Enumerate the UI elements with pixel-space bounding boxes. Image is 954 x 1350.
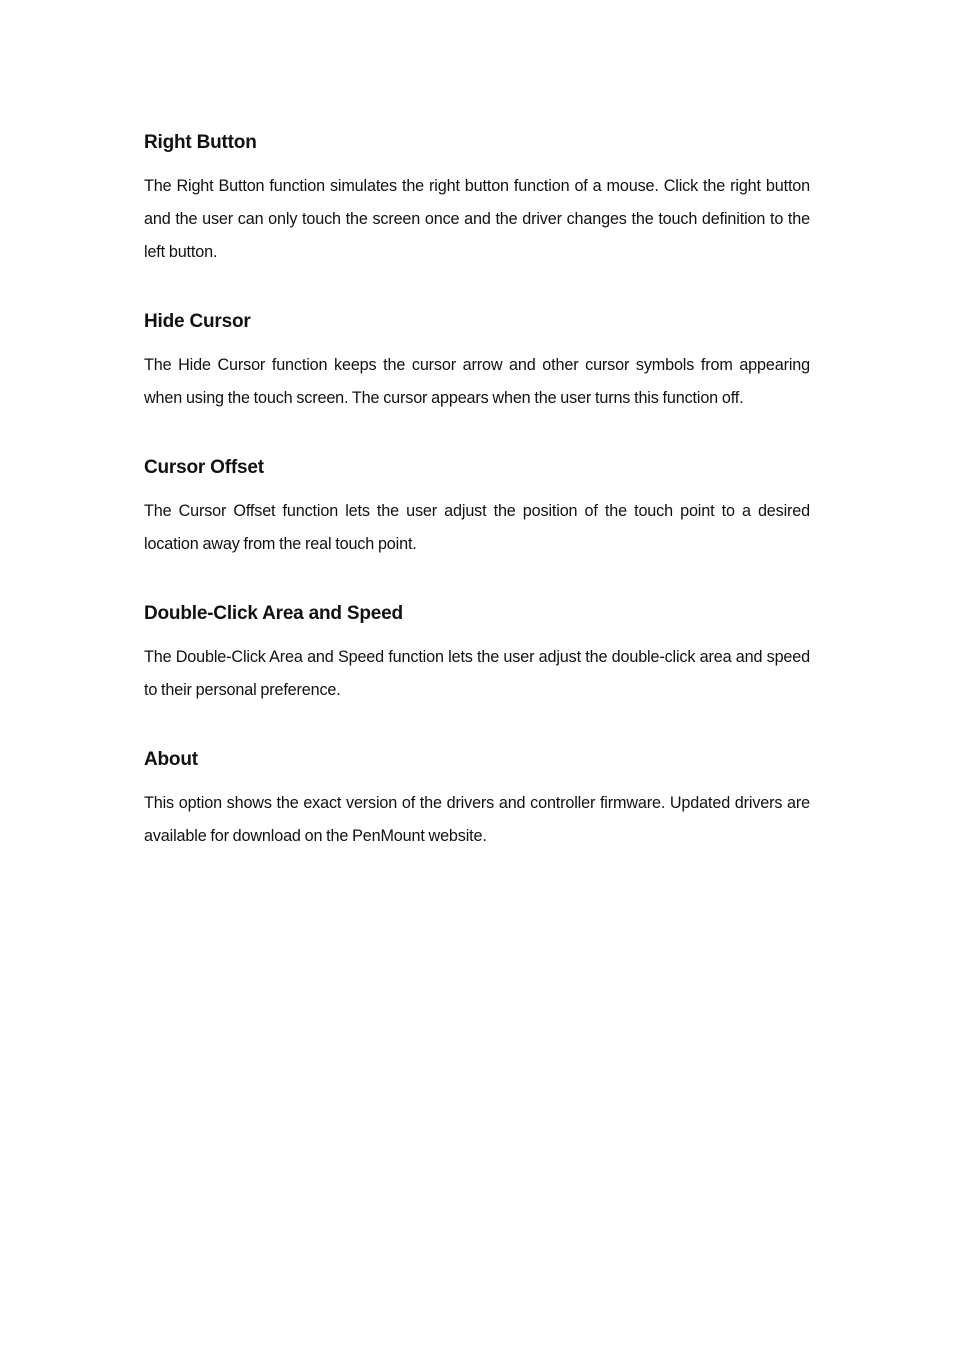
section-body: The Hide Cursor function keeps the cursor arrow and other cursor symbols from appearing when using the touch screen. The cursor appears when the user turns this function off. (144, 356, 810, 407)
section-title: Right Button (144, 132, 257, 153)
section-body: The Double-Click Area and Speed function lets the user adjust the double-click area and speed to their personal preference. (144, 648, 810, 699)
section-cursor-offset (144, 453, 810, 561)
section-title: About (144, 749, 198, 770)
section-about (144, 745, 810, 853)
section-title: Hide Cursor (144, 311, 251, 332)
section-title: Cursor Offset (144, 457, 264, 478)
section-double-click (144, 599, 810, 707)
document-page (144, 128, 810, 891)
section-body: This option shows the exact version of the drivers and controller firmware. Updated drivers are available for download on the PenMount website. (144, 794, 810, 845)
section-hide-cursor (144, 307, 810, 415)
section-body: The Right Button function simulates the right button function of a mouse. Click the right button and the user can only touch the screen once and the driver changes the touch definition to the left button. (144, 177, 810, 261)
section-right-button (144, 128, 810, 269)
section-title: Double-Click Area and Speed (144, 603, 403, 624)
section-body: The Cursor Offset function lets the user adjust the position of the touch point to a desired location away from the real touch point. (144, 502, 810, 553)
